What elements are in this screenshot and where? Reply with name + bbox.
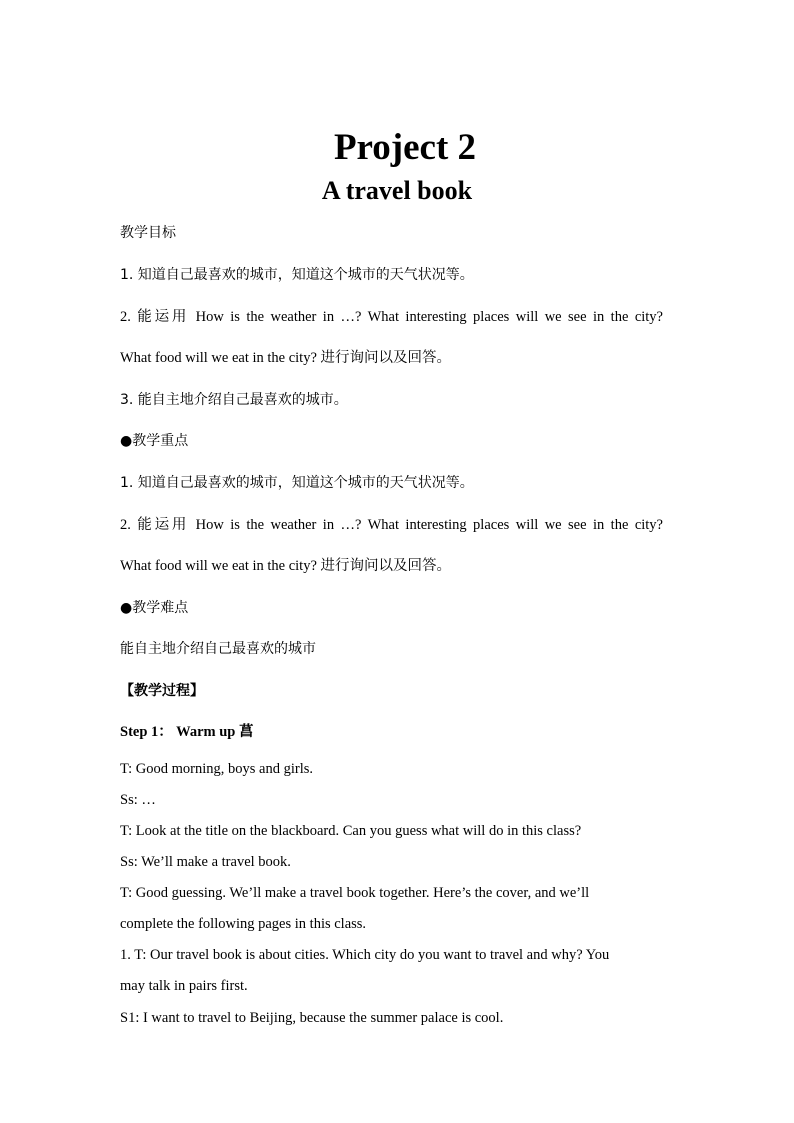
dialogue-line: Ss: We’ll make a travel book. [120,854,291,870]
key-point-item-2-cont: What food will we eat in the city? 进行询问以及回答。 [120,558,452,574]
difficulties-heading: ●教学难点 [120,600,189,616]
objectives-heading: 教学目标 [120,225,176,241]
objective-item-1: 1. 知道自己最喜欢的城市，知道这个城市的天气状况等。 [120,267,474,283]
dialogue-line: T: Good morning, boys and girls. [120,761,314,777]
dialogue-line: S1: I want to travel to Beijing, because the summer palace is cool. [120,1010,504,1026]
document-subtitle: A travel book [321,176,473,205]
dialogue-line: 1. T: Our travel book is about cities. Which city do you want to travel and why? You [120,947,610,963]
step1-heading: Step 1： Warm up 菖 [120,724,254,740]
dialogue-line: T: Good guessing. We’ll make a travel book together. Here’s the cover, and we’ll [120,885,590,901]
objective-item-2-cont: What food will we eat in the city? 进行询问以及回答。 [120,350,452,366]
process-heading: 【教学过程】 [120,683,204,699]
key-points-heading: ●教学重点 [120,433,189,449]
difficulties-text: 能自主地介绍自己最喜欢的城市 [120,641,316,657]
dialogue-line: Ss: … [120,792,156,808]
dialogue-line: T: Look at the title on the blackboard. Can you guess what will do in this class? [120,823,582,839]
dialogue-line: complete the following pages in this class. [120,916,367,932]
objective-item-3: 3. 能自主地介绍自己最喜欢的城市。 [120,392,348,408]
key-point-item-2: 2. 能运用 How is the weather in …? What interesting places will we see in the city? [120,517,663,533]
key-point-item-1: 1. 知道自己最喜欢的城市，知道这个城市的天气状况等。 [120,475,474,491]
dialogue-line: may talk in pairs first. [120,978,248,994]
document-title: Project 2 [333,127,477,168]
objective-item-2: 2. 能运用 How is the weather in …? What interesting places will we see in the city? [120,309,663,325]
